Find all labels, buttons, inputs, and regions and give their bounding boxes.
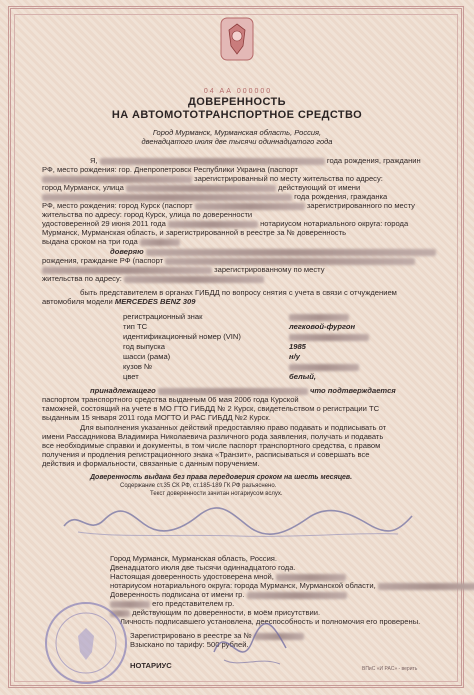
ownership-line-4: выданным 15 января 2011 года МОГТО И РАС ГИБДД №2 Курск.: [42, 413, 271, 422]
purpose-line-2: автомобиля модели MERCEDES BENZ 309: [42, 297, 196, 306]
cert-line-2: Двенадцатого июля две тысячи одиннадцатого года.: [110, 563, 296, 572]
ownership-line-3: таможней, состоящий на учете в МО ГТО ГИБДД № 2 Курск, свидетельством о регистрации ТС: [42, 404, 380, 413]
attorney-line-1: доверяю: [110, 247, 436, 256]
cert-line-6: его представителем гр.: [110, 599, 234, 608]
grantor-line-9: Мурманск, Мурманская область, и зарегистрированной в реестре за № доверенность: [42, 228, 347, 237]
notary-seal: [40, 600, 132, 686]
cert-line-3: Настоящая доверенность удостоверена мной,: [110, 572, 346, 581]
notary-signature: [210, 612, 290, 682]
handwritten-signature: [58, 502, 418, 542]
powers-line-5: действия и формальности, связанные с данным поручением.: [42, 459, 260, 468]
vehicle-label-type: тип ТС: [123, 322, 148, 331]
ownership-line-2: паспортом транспортного средства выданным 06 мая 2006 года Курской: [42, 395, 299, 404]
read-aloud-line: Текст доверенности зачитан нотариусом вслух.: [150, 491, 283, 497]
vehicle-value-color: белый,: [289, 372, 316, 381]
cert-line-7: действующим по доверенности, в моём присутствии.: [110, 608, 320, 617]
attorney-line-4: жительства по адресу:: [42, 274, 264, 283]
vehicle-label-year: год выпуска: [123, 342, 166, 351]
grantor-line-10: выдана сроком на три года: [42, 237, 180, 246]
vehicle-label-chassis: шасси (рама): [123, 352, 171, 361]
blank-serial-number: 04 АА 000000: [203, 88, 273, 95]
coat-of-arms-icon: [219, 16, 255, 62]
cert-line-8: Личность подписавшего установлена, дееспособность и полномочия его проверены.: [120, 617, 421, 626]
registry-line: Зарегистрировано в реестре за №: [130, 631, 304, 640]
grantor-line-1: Я, года рождения, гражданин: [90, 156, 421, 165]
vehicle-label-reg: регистрационный знак: [123, 312, 203, 321]
grantor-line-8: удостоверенной 29 июня 2011 года нотариусом нотариального округа: города: [42, 219, 409, 228]
date-line: двенадцатого июля две тысячи одиннадцатого года: [141, 137, 333, 146]
vehicle-value-year: 1985: [289, 342, 306, 351]
powers-line-4: получения и продления регистрационного знака «Транзит», расписываться и совершать все: [42, 450, 370, 459]
cert-line-4: нотариусом нотариального округа: города Мурманск, Мурманской области,: [110, 581, 474, 590]
place-line: Город Мурманск, Мурманская область, Россия,: [152, 128, 322, 137]
cert-line-5: Доверенность подписана от имени гр.: [110, 590, 347, 599]
purpose-line-1: быть представителем в органах ГИБДД по вопросу снятия с учета в связи с отчуждением: [80, 288, 397, 297]
cert-line-1: Город Мурманск, Мурманская область, Россия.: [110, 554, 278, 563]
grantor-line-6: РФ, место рождения: город Курск (паспорт зарегистрированного по месту: [42, 201, 415, 210]
vehicle-label-color: цвет: [123, 372, 139, 381]
grantor-line-2: РФ, место рождения: гор. Днепропетровск Республики Украина (паспорт: [42, 165, 299, 174]
fee-line: Взыскано по тарифу: 500 рублей.: [130, 640, 249, 649]
vehicle-label-body: кузов №: [123, 362, 153, 371]
notary-title: НОТАРИУС: [130, 661, 172, 670]
vehicle-value-chassis: н/у: [289, 352, 300, 361]
vehicle-label-vin: идентификационный номер (VIN): [123, 332, 241, 341]
document-subtitle: НА АВТОМОТОТРАНСПОРТНОЕ СРЕДСТВО: [111, 109, 363, 121]
attorney-line-2: рождения, гражданке РФ (паспорт: [42, 256, 415, 265]
tax-line: Содержание ст.35 СК РФ, ст.185-189 ГК РФ разъяснено.: [120, 483, 277, 489]
powers-line-3: все необходимые справки и документы, в том числе паспорт транспортного средства, с правом: [42, 441, 381, 450]
grantor-line-4: город Мурманск, улица действующий от имени: [42, 183, 361, 192]
printer-note: ВПиС «И РАС» - верить: [362, 666, 418, 672]
document-title: ДОВЕРЕННОСТЬ: [188, 96, 286, 108]
grantor-line-3: зарегистрированный по месту жительства по адресу:: [42, 174, 383, 183]
validity-line: Доверенность выдана без права передоверия сроком на шесть месяцев.: [90, 474, 353, 481]
grantor-line-7: жительства по адресу: город Курск, улица по доверенности: [42, 210, 253, 219]
attorney-line-3: зарегистрированному по месту: [42, 265, 325, 274]
powers-line-2: имени Рассадникова Владимира Николаевича различного рода заявления, получать и подавать: [42, 432, 384, 441]
ownership-line-1: принадлежащего что подтверждается: [90, 386, 396, 395]
powers-line-1: Для выполнения указанных действий предоставляю право подавать и подписывать от: [80, 423, 387, 432]
grantor-line-5: года рождения, гражданка: [42, 192, 387, 201]
vehicle-value-type: легковой-фургон: [289, 322, 356, 331]
